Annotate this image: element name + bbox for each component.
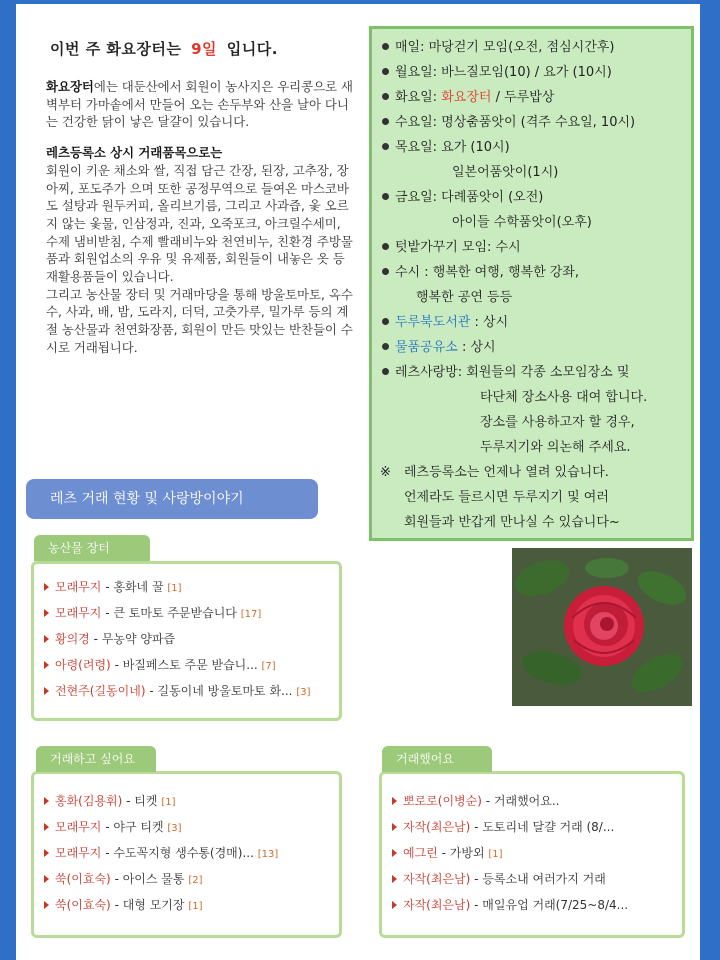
tab-farm-market[interactable]: 농산물 장터 [34,535,150,561]
schedule-daily-text: 매일: 마당걷기 모임(오전, 점심시간후) [395,40,615,55]
board-traded [379,771,685,938]
bullet-icon [382,268,389,275]
arrow-icon [44,687,49,695]
schedule-room-text: 레츠사랑방: 회원들의 각종 소모임장소 및 [395,365,630,380]
schedule-note-second: 언제라도 들르시면 두루지기 및 여러 [404,490,609,505]
arrow-icon [44,635,49,643]
share-link[interactable]: 물품공유소 [395,340,458,355]
item-author: 자작(최은남) [403,898,471,912]
schedule-wednesday [380,110,683,135]
schedule-monday-text: 월요일: 바느질모임(10) / 요가 (10시) [395,65,612,80]
item-title: - 바질페스토 주문 받습니... [114,658,258,672]
list-item[interactable] [390,892,674,918]
intro-text [46,78,356,370]
library-link[interactable]: 두루북도서관 [395,315,471,330]
notice-title [50,38,278,59]
intro-market-title: 화요장터 [46,79,94,94]
schedule-anytime-text: 수시 : 행복한 여행, 행복한 강좌, [395,265,580,280]
bullet-icon [382,343,389,350]
section-banner: 레츠 거래 현황 및 사랑방이야기 [26,479,318,519]
schedule-friday-second: 아이들 수학품앗이(오후) [452,215,592,230]
schedule-note-text: 레츠등록소는 언제나 열려 있습니다. [404,465,609,480]
bullet-icon [382,368,389,375]
item-title: - 홍화네 꿀 [105,580,164,594]
tab-want-to-trade[interactable]: 거래하고 싶어요 [36,746,156,772]
schedule-room-third: 장소를 사용하고자 할 경우, [480,415,635,430]
schedule-room-fourth: 두루지기와 의논해 주세요. [480,440,631,455]
item-author: 전현주(길동이네) [55,684,146,698]
arrow-icon [44,875,49,883]
comment-count: [1] [488,849,503,860]
item-title: - 수도꼭지형 생수통(경매)... [105,846,254,860]
list-item[interactable] [42,814,331,840]
schedule-tuesday-label: 화요일: [395,90,438,105]
arrow-icon [44,609,49,617]
list-item[interactable] [42,788,331,814]
schedule-share [380,335,683,360]
bullet-icon [382,243,389,250]
item-title: - 큰 토마토 주문받습니다 [105,606,237,620]
schedule-library-rest: : 상시 [474,315,509,330]
schedule-friday-text: 금요일: 다례품앗이 (오전) [395,190,544,205]
bullet-icon [382,193,389,200]
item-author: 뽀로로(이병순) [403,794,482,808]
bullet-icon [382,118,389,125]
schedule-share-rest: : 상시 [461,340,496,355]
item-title: - 야구 티켓 [105,820,164,834]
item-author: 홍화(김용휘) [55,794,123,808]
comment-count: [3] [296,687,311,698]
list-item[interactable] [42,840,331,866]
comment-count: [3] [167,823,182,834]
list-item[interactable] [42,574,331,600]
schedule-wednesday-text: 수요일: 명상춤품앗이 (격주 수요일, 10시) [395,115,636,130]
bullet-icon [382,318,389,325]
intro-items-body: 회원이 키운 채소와 쌀, 직접 담근 간장, 된장, 고추장, 장아찌, 포도주가 으며 또한 공정무역으로 들여온 마스코바도 설탕과 원두커피, 올리브기름, 그리고 사과즙, 옻 오르지 않는 옻물, 인삼정과, 진과, 오죽포크, 아크릴수세미, 수제 냄비받침, 수제 빨래비누와 천연비누, 친환경 주방물품과 회원업소의 우유 및 유제품, 회원들이 내놓은 옷 등 재활용품들이 있습니다. [46,162,353,285]
bullet-icon [382,93,389,100]
bullet-icon [382,143,389,150]
item-author: 아령(려령) [55,658,111,672]
item-title: - 티켓 [126,794,158,808]
item-author: 모래무지 [55,606,102,620]
board-farm-market [31,561,342,721]
schedule-note [380,460,683,485]
weekly-schedule [369,26,694,541]
notice-prefix: 이번 주 화요장터는 [50,40,182,58]
list-item[interactable] [42,892,331,918]
item-author: 예그린 [403,846,438,860]
item-author: 자작(최은남) [403,820,471,834]
schedule-thursday [380,135,683,160]
schedule-daily [380,35,683,60]
list-item[interactable] [390,814,674,840]
arrow-icon [44,901,49,909]
item-author: 쑥(이효숙) [55,872,111,886]
item-title: - 무농약 양파즙 [93,632,176,646]
comment-count: [2] [188,875,203,886]
tab-traded[interactable]: 거래했어요 [382,746,492,772]
item-author: 쑥(이효숙) [55,898,111,912]
reference-mark: ※ [380,465,391,480]
schedule-room-second: 타단체 장소사용 대여 합니다. [480,390,648,405]
schedule-thursday-text: 목요일: 요가 (10시) [395,140,510,155]
schedule-anytime [380,260,683,285]
list-item[interactable] [390,866,674,892]
list-item[interactable] [390,788,674,814]
item-title: - 매일유업 거래(7/25~8/4... [474,898,629,912]
intro-seasonal-body: 그리고 농산물 장터 및 거래마당을 통해 방울토마토, 옥수수, 사과, 배, 밤, 도라지, 더덕, 고춧가루, 밀가루 등의 계절 농산물과 천연화장품, 회원이 만든 맛있는 반찬들이 수시로 거래됩니다. [46,286,353,355]
item-title: - 아이스 물통 [114,872,185,886]
intro-items-title: 레츠등록소 상시 거래품목으로는 [46,145,223,161]
schedule-tuesday-rest: / 두루밥상 [495,90,555,105]
schedule-garden [380,235,683,260]
item-title: - 대형 모기장 [114,898,185,912]
comment-count: [1] [161,797,176,808]
arrow-icon [392,823,397,831]
comment-count: [7] [261,661,276,672]
item-title: - 길동이네 방울토마토 화... [149,684,293,698]
arrow-icon [392,875,397,883]
arrow-icon [44,583,49,591]
item-author: 모래무지 [55,820,102,834]
item-title: - 가방외 [441,846,485,860]
arrow-icon [392,901,397,909]
schedule-thursday-second: 일본어품앗이(1시) [452,165,559,180]
bullet-icon [382,43,389,50]
comment-count: [1] [167,583,182,594]
schedule-room [380,360,683,385]
schedule-tuesday [380,85,683,110]
notice-suffix: 입니다. [226,40,278,58]
schedule-friday [380,185,683,210]
schedule-note-third: 회원들과 반갑게 만나실 수 있습니다~ [404,515,620,530]
arrow-icon [44,823,49,831]
intro-market-body: 에는 대둔산에서 회원이 농사지은 우리콩으로 새벽부터 가마솥에서 만들어 오는 손두부와 산을 날아 다니는 건강한 닭이 낳은 달걀이 있습니다. [46,79,353,130]
arrow-icon [392,849,397,857]
intro-items [46,144,356,356]
item-title: - 도토리네 달걀 거래 (8/... [474,820,615,834]
item-title: - 거래했어요.. [485,794,560,808]
item-author: 자작(최은남) [403,872,471,886]
item-title: - 등록소내 여러가지 거래 [474,872,606,886]
schedule-tuesday-market: 화요장터 [441,90,492,105]
item-author: 모래무지 [55,846,102,860]
comment-count: [13] [257,849,279,860]
arrow-icon [44,661,49,669]
arrow-icon [44,797,49,805]
comment-count: [17] [240,609,262,620]
market-day: 9일 [191,40,218,58]
rose-photo [512,548,692,706]
list-item[interactable] [42,678,331,704]
list-item[interactable] [390,840,674,866]
item-author: 모래무지 [55,580,102,594]
schedule-library [380,310,683,335]
list-item[interactable] [42,600,331,626]
schedule-monday [380,60,683,85]
comment-count: [1] [188,901,203,912]
rose-illustration [512,548,692,706]
board-want-to-trade [31,771,342,938]
schedule-anytime-second: 행복한 공연 등등 [416,290,513,305]
bullet-icon [382,68,389,75]
list-item[interactable] [42,866,331,892]
item-author: 황의경 [55,632,90,646]
arrow-icon [44,849,49,857]
list-item[interactable] [42,652,331,678]
intro-market [46,78,356,131]
list-item[interactable] [42,626,331,652]
schedule-garden-text: 텃밭가꾸기 모임: 수시 [395,240,521,255]
arrow-icon [392,797,397,805]
